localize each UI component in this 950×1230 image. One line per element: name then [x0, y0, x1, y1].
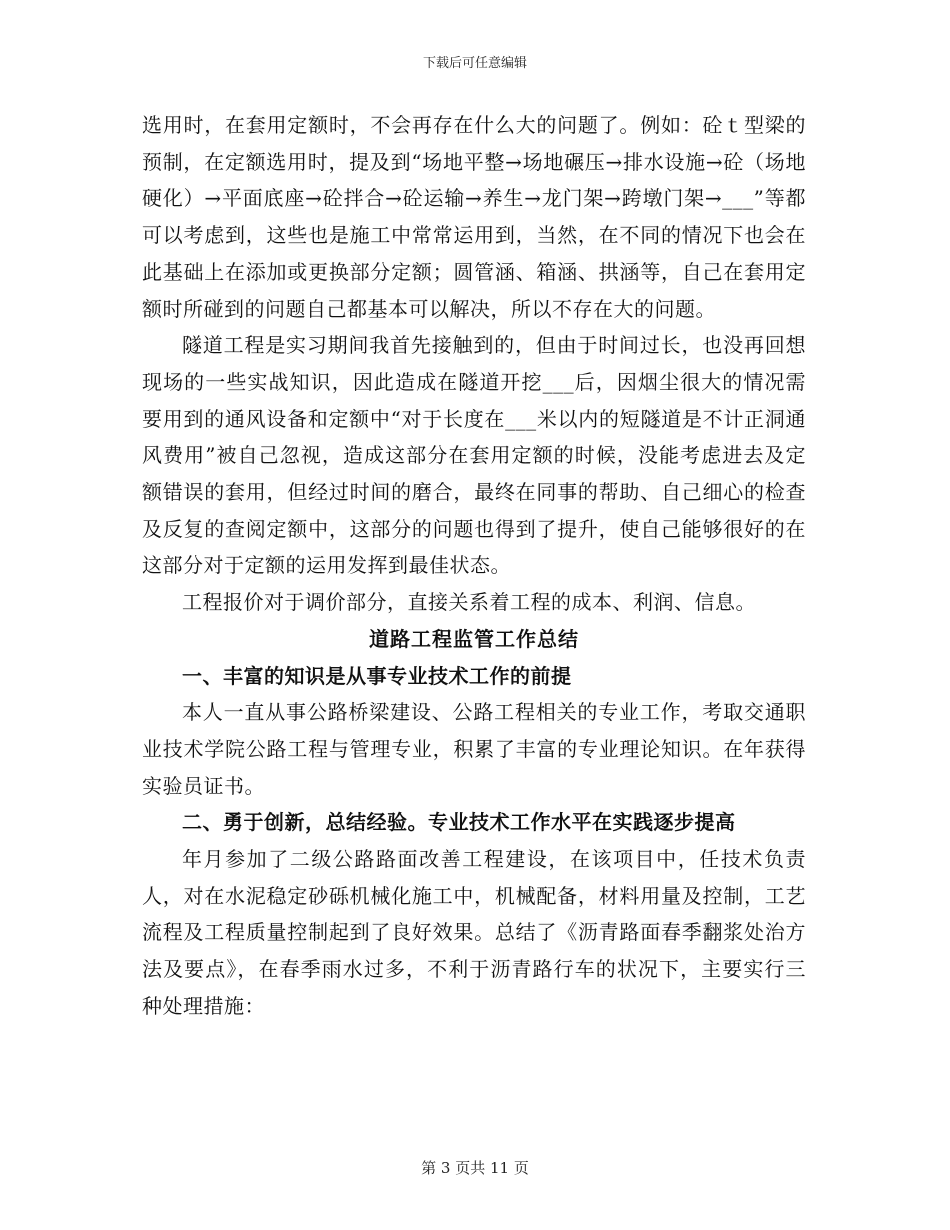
page-header: 下载后可任意编辑 [422, 56, 527, 71]
paragraph-tunnel-engineering: 隧道工程是实习期间我首先接触到的，但由于时间过长，也没再回想现场的一些实战知识，因此造成在隧道开挖___后，因烟尘很大的情况需要用到的通风设备和定额中“对于长度在___米以内的短隧道是不计正洞通风费用”被自己忽视，造成这部分在套用定额的时候，没能考虑进去及定额错误的套用，但经过时间的磨合，最终在同事的帮助、自己细心的检查及反复的查阅定额中，这部分的问题也得到了提升，使自己能够很好的在这部分对于定额的运用发挥到最佳状态。 [142, 333, 806, 578]
heading-innovation: 二、勇于创新，总结经验。专业技术工作水平在实践逐步提高 [182, 810, 736, 835]
document-body [142, 107, 806, 1025]
section-title: 道路工程监管工作总结 [369, 626, 579, 651]
page-footer: 第 3 页共 11 页 [421, 1159, 529, 1177]
paragraph-quota-selection: 选用时，在套用定额时，不会再存在什么大的问题了。例如：砼ｔ型梁的预制，在定额选用时，提及到“场地平整→场地碾压→排水设施→砼（场地硬化）→平面底座→砼拌合→砼运输→养生→龙门架→跨墩门架→___”等都可以考虑到，这些也是施工中常常运用到，当然，在不同的情况下也会在此基础上在添加或更换部分定额；圆管涵、箱涵、拱涵等，自己在套用定额时所碰到的问题自己都基本可以解决，所以不存在大的问题。 [142, 113, 806, 321]
paragraph-price-adjustment: 工程报价对于调价部分，直接关系着工程的成本、利润、信息。 [182, 590, 756, 615]
paragraph-road-project: 年月参加了二级公路路面改善工程建设，在该项目中，任技术负责人，对在水泥稳定砂砾机械化施工中，机械配备，材料用量及控制，工艺流程及工程质量控制起到了良好效果。总结了《沥青路面春季翻浆处治方法及要点》，在春季雨水过多，不利于沥青路行车的状况下，主要实行三种处理措施： [142, 847, 806, 1018]
paragraph-professional-background: 本人一直从事公路桥梁建设、公路工程相关的专业工作，考取交通职业技术学院公路工程与管理专业，积累了丰富的专业理论知识。在年获得实验员证书。 [142, 700, 806, 798]
heading-knowledge: 一、丰富的知识是从事专业技术工作的前提 [182, 663, 572, 688]
